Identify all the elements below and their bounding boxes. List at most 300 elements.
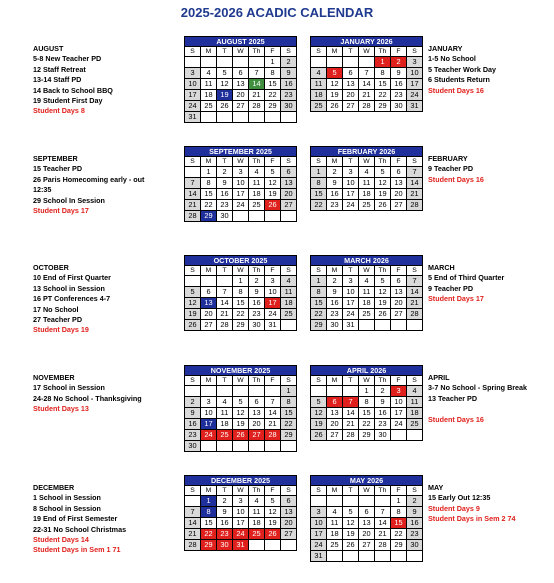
day-cell: 23: [249, 309, 265, 320]
student-days-note: Student Days 14: [33, 535, 89, 545]
event-note: 10 End of First Quarter: [33, 273, 111, 283]
empty-day-cell: [327, 57, 343, 68]
day-cell: 4: [201, 68, 217, 79]
day-cell: 31: [233, 540, 249, 551]
student-days-note: Student Days 13: [33, 404, 89, 414]
day-cell: 9: [217, 507, 233, 518]
empty-day-cell: [407, 430, 423, 441]
day-cell: 8: [233, 287, 249, 298]
day-cell: 4: [311, 68, 327, 79]
day-cell: 26: [375, 309, 391, 320]
month-calendar: [310, 255, 423, 331]
left-notes-2: [33, 263, 111, 336]
day-cell: 7: [185, 507, 201, 518]
day-cell: 15: [265, 79, 281, 90]
day-cell: 17: [343, 298, 359, 309]
month-calendar: [310, 146, 423, 211]
day-cell: 13: [233, 79, 249, 90]
day-cell: 13: [201, 298, 217, 309]
left-notes-1: [33, 154, 144, 216]
weekday-header: F: [391, 47, 407, 57]
day-cell: 18: [201, 90, 217, 101]
day-cell: 16: [281, 79, 297, 90]
empty-day-cell: [391, 551, 407, 562]
day-cell: 21: [375, 529, 391, 540]
day-cell: 10: [343, 287, 359, 298]
day-cell: 31: [311, 551, 327, 562]
weekday-header: T: [217, 486, 233, 496]
empty-day-cell: [265, 540, 281, 551]
day-cell: 22: [233, 309, 249, 320]
day-cell: 15: [233, 298, 249, 309]
day-cell: 20: [233, 90, 249, 101]
day-cell: 13: [391, 178, 407, 189]
day-cell: 20: [327, 419, 343, 430]
month-heading: MAY: [428, 483, 444, 492]
month-grid: [310, 265, 423, 331]
event-note: 3-7 No School - Spring Break: [428, 383, 528, 393]
event-note: 5 End of Third Quarter: [428, 273, 505, 283]
day-cell: 25: [281, 309, 297, 320]
month-calendar-header: DECEMBER 2025: [184, 475, 297, 485]
day-cell: 20: [249, 419, 265, 430]
day-cell: 18: [249, 518, 265, 529]
day-cell: 5: [375, 276, 391, 287]
day-cell: 11: [249, 178, 265, 189]
weekday-header: F: [391, 376, 407, 386]
day-cell: 8: [391, 507, 407, 518]
weekday-header: M: [201, 157, 217, 167]
weekday-header: Th: [375, 266, 391, 276]
day-cell: 21: [249, 90, 265, 101]
day-cell: 16: [327, 298, 343, 309]
empty-day-cell: [249, 112, 265, 123]
month-heading: NOVEMBER: [33, 373, 75, 382]
empty-day-cell: [185, 386, 201, 397]
day-cell: 2: [327, 167, 343, 178]
day-cell: 19: [327, 90, 343, 101]
right-notes-4: [428, 483, 515, 525]
empty-day-cell: [391, 430, 407, 441]
weekday-header: F: [265, 376, 281, 386]
day-cell: 12: [185, 298, 201, 309]
day-cell: 18: [311, 90, 327, 101]
day-cell: 22: [311, 200, 327, 211]
day-cell: 10: [233, 507, 249, 518]
day-cell: 30: [217, 211, 233, 222]
day-cell: 30: [327, 320, 343, 331]
day-cell: 10: [265, 287, 281, 298]
student-days-note: Student Days 17: [428, 294, 484, 304]
day-cell: 27: [391, 200, 407, 211]
weekday-header: M: [327, 266, 343, 276]
month-calendar: [310, 475, 423, 562]
day-cell: 6: [249, 397, 265, 408]
day-cell: 14: [265, 408, 281, 419]
day-cell: 21: [343, 419, 359, 430]
day-cell: 19: [375, 189, 391, 200]
weekday-header: F: [265, 157, 281, 167]
month-grid: [184, 156, 297, 222]
day-cell: 17: [311, 529, 327, 540]
page-title: 2025-2026 ACADIC CALENDAR: [180, 5, 374, 20]
day-cell: 9: [327, 287, 343, 298]
day-cell: 12: [265, 178, 281, 189]
day-cell: 24: [311, 540, 327, 551]
empty-day-cell: [265, 386, 281, 397]
month-calendar: [184, 146, 297, 222]
month-calendar: [184, 255, 297, 331]
left-notes-4: [33, 483, 126, 556]
day-cell: 17: [391, 408, 407, 419]
day-cell: 24: [201, 430, 217, 441]
event-note: 22-31 No School Christmas: [33, 524, 127, 534]
month-calendar-header: MARCH 2026: [310, 255, 423, 265]
day-cell: 12: [311, 408, 327, 419]
day-cell: 6: [201, 287, 217, 298]
day-cell: 27: [359, 540, 375, 551]
day-cell: 2: [249, 276, 265, 287]
day-cell: 17: [185, 90, 201, 101]
event-note: 13 School in Session: [33, 283, 105, 293]
day-cell: 1: [201, 496, 217, 507]
day-cell: 8: [281, 397, 297, 408]
day-cell: 23: [217, 200, 233, 211]
day-cell: 10: [201, 408, 217, 419]
month-heading: DECEMBER: [33, 483, 75, 492]
event-note: 24-28 No School - Thanksgiving: [33, 393, 142, 403]
weekday-header: S: [281, 376, 297, 386]
day-cell: 9: [375, 397, 391, 408]
day-cell: 11: [407, 397, 423, 408]
empty-day-cell: [407, 551, 423, 562]
day-cell: 27: [281, 200, 297, 211]
day-cell: 24: [233, 529, 249, 540]
day-cell: 26: [311, 430, 327, 441]
day-cell: 10: [343, 178, 359, 189]
day-cell: 17: [407, 79, 423, 90]
day-cell: 1: [201, 167, 217, 178]
event-note: 15 Early Out 12:35: [428, 493, 491, 503]
day-cell: 20: [391, 298, 407, 309]
day-cell: 14: [185, 518, 201, 529]
month-heading: FEBRUARY: [428, 154, 468, 163]
month-heading: AUGUST: [33, 44, 64, 53]
day-cell: 19: [265, 518, 281, 529]
weekday-header: S: [281, 486, 297, 496]
day-cell: 3: [311, 507, 327, 518]
day-cell: 10: [185, 79, 201, 90]
day-cell: 12: [375, 178, 391, 189]
weekday-header: T: [343, 157, 359, 167]
day-cell: 13: [249, 408, 265, 419]
day-cell: 4: [327, 507, 343, 518]
weekday-header: S: [311, 486, 327, 496]
empty-day-cell: [265, 112, 281, 123]
day-cell: 31: [407, 101, 423, 112]
day-cell: 15: [311, 298, 327, 309]
day-cell: 9: [281, 68, 297, 79]
day-cell: 1: [311, 167, 327, 178]
day-cell: 3: [233, 167, 249, 178]
empty-day-cell: [281, 112, 297, 123]
day-cell: 22: [201, 529, 217, 540]
student-days-note: Student Days 19: [33, 325, 89, 335]
day-cell: 23: [391, 90, 407, 101]
day-cell: 1: [375, 57, 391, 68]
right-notes-1: [428, 154, 484, 185]
day-cell: 10: [311, 518, 327, 529]
empty-day-cell: [375, 551, 391, 562]
day-cell: 29: [375, 101, 391, 112]
day-cell: 2: [391, 57, 407, 68]
event-note: 16 PT Conferences 4-7: [33, 294, 111, 304]
day-cell: 7: [407, 167, 423, 178]
month-calendar-header: MAY 2026: [310, 475, 423, 485]
empty-day-cell: [233, 211, 249, 222]
empty-day-cell: [407, 320, 423, 331]
weekday-header: S: [407, 376, 423, 386]
month-calendar: [184, 36, 297, 123]
day-cell: 21: [185, 529, 201, 540]
day-cell: 30: [391, 101, 407, 112]
day-cell: 30: [249, 320, 265, 331]
day-cell: 14: [375, 518, 391, 529]
event-note: 5 Teacher Work Day: [428, 64, 497, 74]
weekday-header: W: [233, 47, 249, 57]
weekday-header: S: [407, 47, 423, 57]
weekday-header: F: [391, 157, 407, 167]
weekday-header: S: [311, 157, 327, 167]
day-cell: 4: [407, 386, 423, 397]
month-calendar: [184, 475, 297, 551]
weekday-header: F: [265, 486, 281, 496]
empty-day-cell: [185, 496, 201, 507]
day-cell: 7: [343, 397, 359, 408]
empty-day-cell: [343, 386, 359, 397]
student-days-note: Student Days 16: [428, 174, 484, 184]
weekday-header: T: [217, 47, 233, 57]
empty-day-cell: [359, 57, 375, 68]
weekday-header: W: [359, 486, 375, 496]
empty-day-cell: [201, 57, 217, 68]
empty-day-cell: [249, 57, 265, 68]
day-cell: 29: [201, 540, 217, 551]
month-calendar-header: APRIL 2026: [310, 365, 423, 375]
month-grid: [184, 485, 297, 551]
day-cell: 29: [233, 320, 249, 331]
day-cell: 23: [281, 90, 297, 101]
day-cell: 27: [327, 430, 343, 441]
day-cell: 28: [407, 309, 423, 320]
day-cell: 1: [281, 386, 297, 397]
right-notes-0: [428, 44, 496, 96]
month-grid: [184, 46, 297, 123]
empty-day-cell: [359, 496, 375, 507]
day-cell: 29: [201, 211, 217, 222]
weekday-header: T: [217, 266, 233, 276]
day-cell: 24: [185, 101, 201, 112]
day-cell: 7: [249, 68, 265, 79]
weekday-header: Th: [249, 47, 265, 57]
empty-day-cell: [391, 320, 407, 331]
weekday-header: S: [281, 266, 297, 276]
day-cell: 28: [265, 430, 281, 441]
empty-day-cell: [233, 112, 249, 123]
weekday-header: W: [233, 266, 249, 276]
day-cell: 4: [281, 276, 297, 287]
day-cell: 24: [343, 200, 359, 211]
day-cell: 29: [391, 540, 407, 551]
day-cell: 24: [343, 309, 359, 320]
month-calendar: [310, 365, 423, 441]
day-cell: 22: [391, 529, 407, 540]
weekday-header: S: [281, 157, 297, 167]
day-cell: 2: [217, 496, 233, 507]
event-note: 12:35: [33, 185, 52, 195]
weekday-header: S: [185, 376, 201, 386]
empty-day-cell: [359, 551, 375, 562]
empty-day-cell: [311, 496, 327, 507]
weekday-header: S: [407, 266, 423, 276]
day-cell: 22: [375, 90, 391, 101]
day-cell: 8: [201, 178, 217, 189]
weekday-header: M: [201, 376, 217, 386]
day-cell: 18: [249, 189, 265, 200]
day-cell: 11: [327, 518, 343, 529]
day-cell: 15: [201, 518, 217, 529]
empty-day-cell: [201, 112, 217, 123]
day-cell: 25: [201, 101, 217, 112]
day-cell: 21: [185, 200, 201, 211]
day-cell: 2: [327, 276, 343, 287]
day-cell: 4: [217, 397, 233, 408]
day-cell: 9: [407, 507, 423, 518]
weekday-header: Th: [249, 157, 265, 167]
day-cell: 3: [407, 57, 423, 68]
day-cell: 4: [359, 167, 375, 178]
day-cell: 28: [407, 200, 423, 211]
weekday-header: W: [233, 486, 249, 496]
day-cell: 21: [407, 189, 423, 200]
day-cell: 4: [359, 276, 375, 287]
day-cell: 23: [375, 419, 391, 430]
event-note: [428, 404, 527, 414]
month-heading: OCTOBER: [33, 263, 69, 272]
day-cell: 13: [281, 507, 297, 518]
empty-day-cell: [375, 320, 391, 331]
empty-day-cell: [265, 211, 281, 222]
day-cell: 4: [249, 496, 265, 507]
empty-day-cell: [201, 276, 217, 287]
day-cell: 2: [185, 397, 201, 408]
event-note: 17 No School: [33, 304, 79, 314]
month-heading: APRIL: [428, 373, 450, 382]
day-cell: 2: [217, 167, 233, 178]
day-cell: 20: [391, 189, 407, 200]
student-days-note: Student Days in Sem 2 74: [428, 514, 516, 524]
day-cell: 27: [281, 529, 297, 540]
month-grid: [184, 265, 297, 331]
empty-day-cell: [327, 551, 343, 562]
day-cell: 25: [359, 200, 375, 211]
day-cell: 11: [311, 79, 327, 90]
weekday-header: S: [185, 157, 201, 167]
day-cell: 26: [327, 101, 343, 112]
day-cell: 17: [343, 189, 359, 200]
day-cell: 14: [407, 287, 423, 298]
weekday-header: T: [343, 486, 359, 496]
day-cell: 24: [265, 309, 281, 320]
day-cell: 12: [327, 79, 343, 90]
day-cell: 28: [185, 211, 201, 222]
day-cell: 3: [233, 496, 249, 507]
student-days-note: Student Days 17: [33, 206, 89, 216]
day-cell: 30: [407, 540, 423, 551]
day-cell: 6: [233, 68, 249, 79]
day-cell: 26: [375, 200, 391, 211]
empty-day-cell: [185, 167, 201, 178]
day-cell: 18: [281, 298, 297, 309]
event-note: 19 Student First Day: [33, 96, 103, 106]
empty-day-cell: [311, 57, 327, 68]
day-cell: 8: [201, 507, 217, 518]
day-cell: 19: [217, 90, 233, 101]
day-cell: 13: [343, 79, 359, 90]
day-cell: 3: [265, 276, 281, 287]
day-cell: 18: [217, 419, 233, 430]
event-note: 6 Students Return: [428, 75, 490, 85]
day-cell: 15: [359, 408, 375, 419]
event-note: 26 Paris Homecoming early - out: [33, 174, 145, 184]
weekday-header: F: [265, 266, 281, 276]
day-cell: 22: [265, 90, 281, 101]
day-cell: 16: [249, 298, 265, 309]
day-cell: 27: [201, 320, 217, 331]
day-cell: 8: [265, 68, 281, 79]
empty-day-cell: [375, 496, 391, 507]
weekday-header: S: [185, 486, 201, 496]
day-cell: 19: [311, 419, 327, 430]
day-cell: 17: [265, 298, 281, 309]
day-cell: 14: [359, 79, 375, 90]
day-cell: 20: [281, 518, 297, 529]
empty-day-cell: [249, 441, 265, 452]
day-cell: 11: [359, 178, 375, 189]
empty-day-cell: [249, 540, 265, 551]
student-days-note: Student Days 16: [428, 414, 484, 424]
day-cell: 21: [265, 419, 281, 430]
empty-day-cell: [201, 441, 217, 452]
month-heading: JANUARY: [428, 44, 463, 53]
weekday-header: W: [233, 376, 249, 386]
day-cell: 14: [249, 79, 265, 90]
day-cell: 8: [359, 397, 375, 408]
right-notes-2: [428, 263, 504, 305]
day-cell: 11: [249, 507, 265, 518]
day-cell: 20: [343, 90, 359, 101]
weekday-header: M: [201, 266, 217, 276]
event-note: 27 Teacher PD: [33, 315, 83, 325]
day-cell: 19: [265, 189, 281, 200]
event-note: 17 School in Session: [33, 383, 105, 393]
day-cell: 5: [233, 397, 249, 408]
day-cell: 17: [233, 189, 249, 200]
day-cell: 12: [233, 408, 249, 419]
day-cell: 3: [185, 68, 201, 79]
day-cell: 3: [343, 276, 359, 287]
day-cell: 26: [233, 430, 249, 441]
